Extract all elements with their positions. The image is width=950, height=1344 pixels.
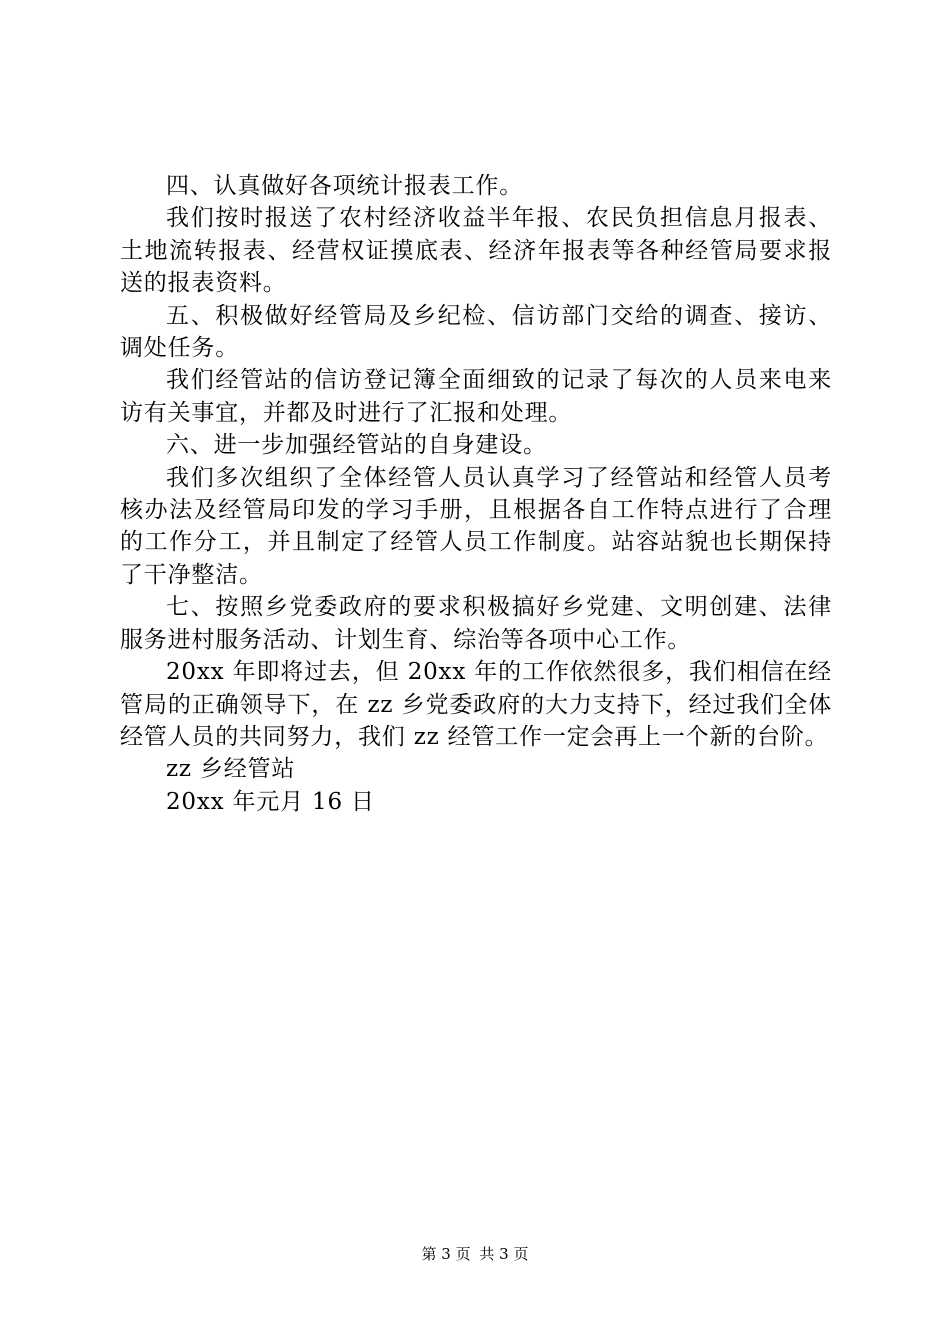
heading-section-5: 五、积极做好经管局及乡纪检、信访部门交给的调查、接访、调处任务。 [120,302,832,362]
paragraph-reports: 我们按时报送了农村经济收益半年报、农民负担信息月报表、土地流转报表、经营权证摸底表、经济年报表等各种经管局要求报送的报表资料。 [120,205,832,297]
signature-date: 20xx 年元月 16 日 [166,788,375,815]
paragraph-conclusion: 20xx 年即将过去，但 20xx 年的工作依然很多，我们相信在经管局的正确领导下，在 zz 乡党委政府的大力支持下，经过我们全体经管人员的共同努力，我们 zz 经管工作一定会再上一个新的台阶。 [120,659,832,750]
signature-org: zz 乡经管站 [166,756,296,783]
paragraph-petitions: 我们经管站的信访登记簿全面细致的记录了每次的人员来电来访有关事宜，并都及时进行了汇报和处理。 [120,367,832,426]
paragraph-self-construction: 我们多次组织了全体经管人员认真学习了经管站和经管人员考核办法及经管局印发的学习手册，且根据各自工作特点进行了合理的工作分工，并且制定了经管人员工作制度。站容站貌也长期保持了干净整洁。 [120,464,832,588]
heading-section-7: 七、按照乡党委政府的要求积极搞好乡党建、文明创建、法律服务进村服务活动、计划生育、综治等各项中心工作。 [120,594,832,653]
document-body [120,170,832,818]
heading-section-4: 四、认真做好各项统计报表工作。 [166,173,523,199]
page-number: 第 3 页 [421,1245,471,1263]
page-total: 共 3 页 [479,1245,529,1263]
heading-section-6: 六、进一步加强经管站的自身建设。 [166,432,547,459]
page-footer [0,1244,950,1264]
